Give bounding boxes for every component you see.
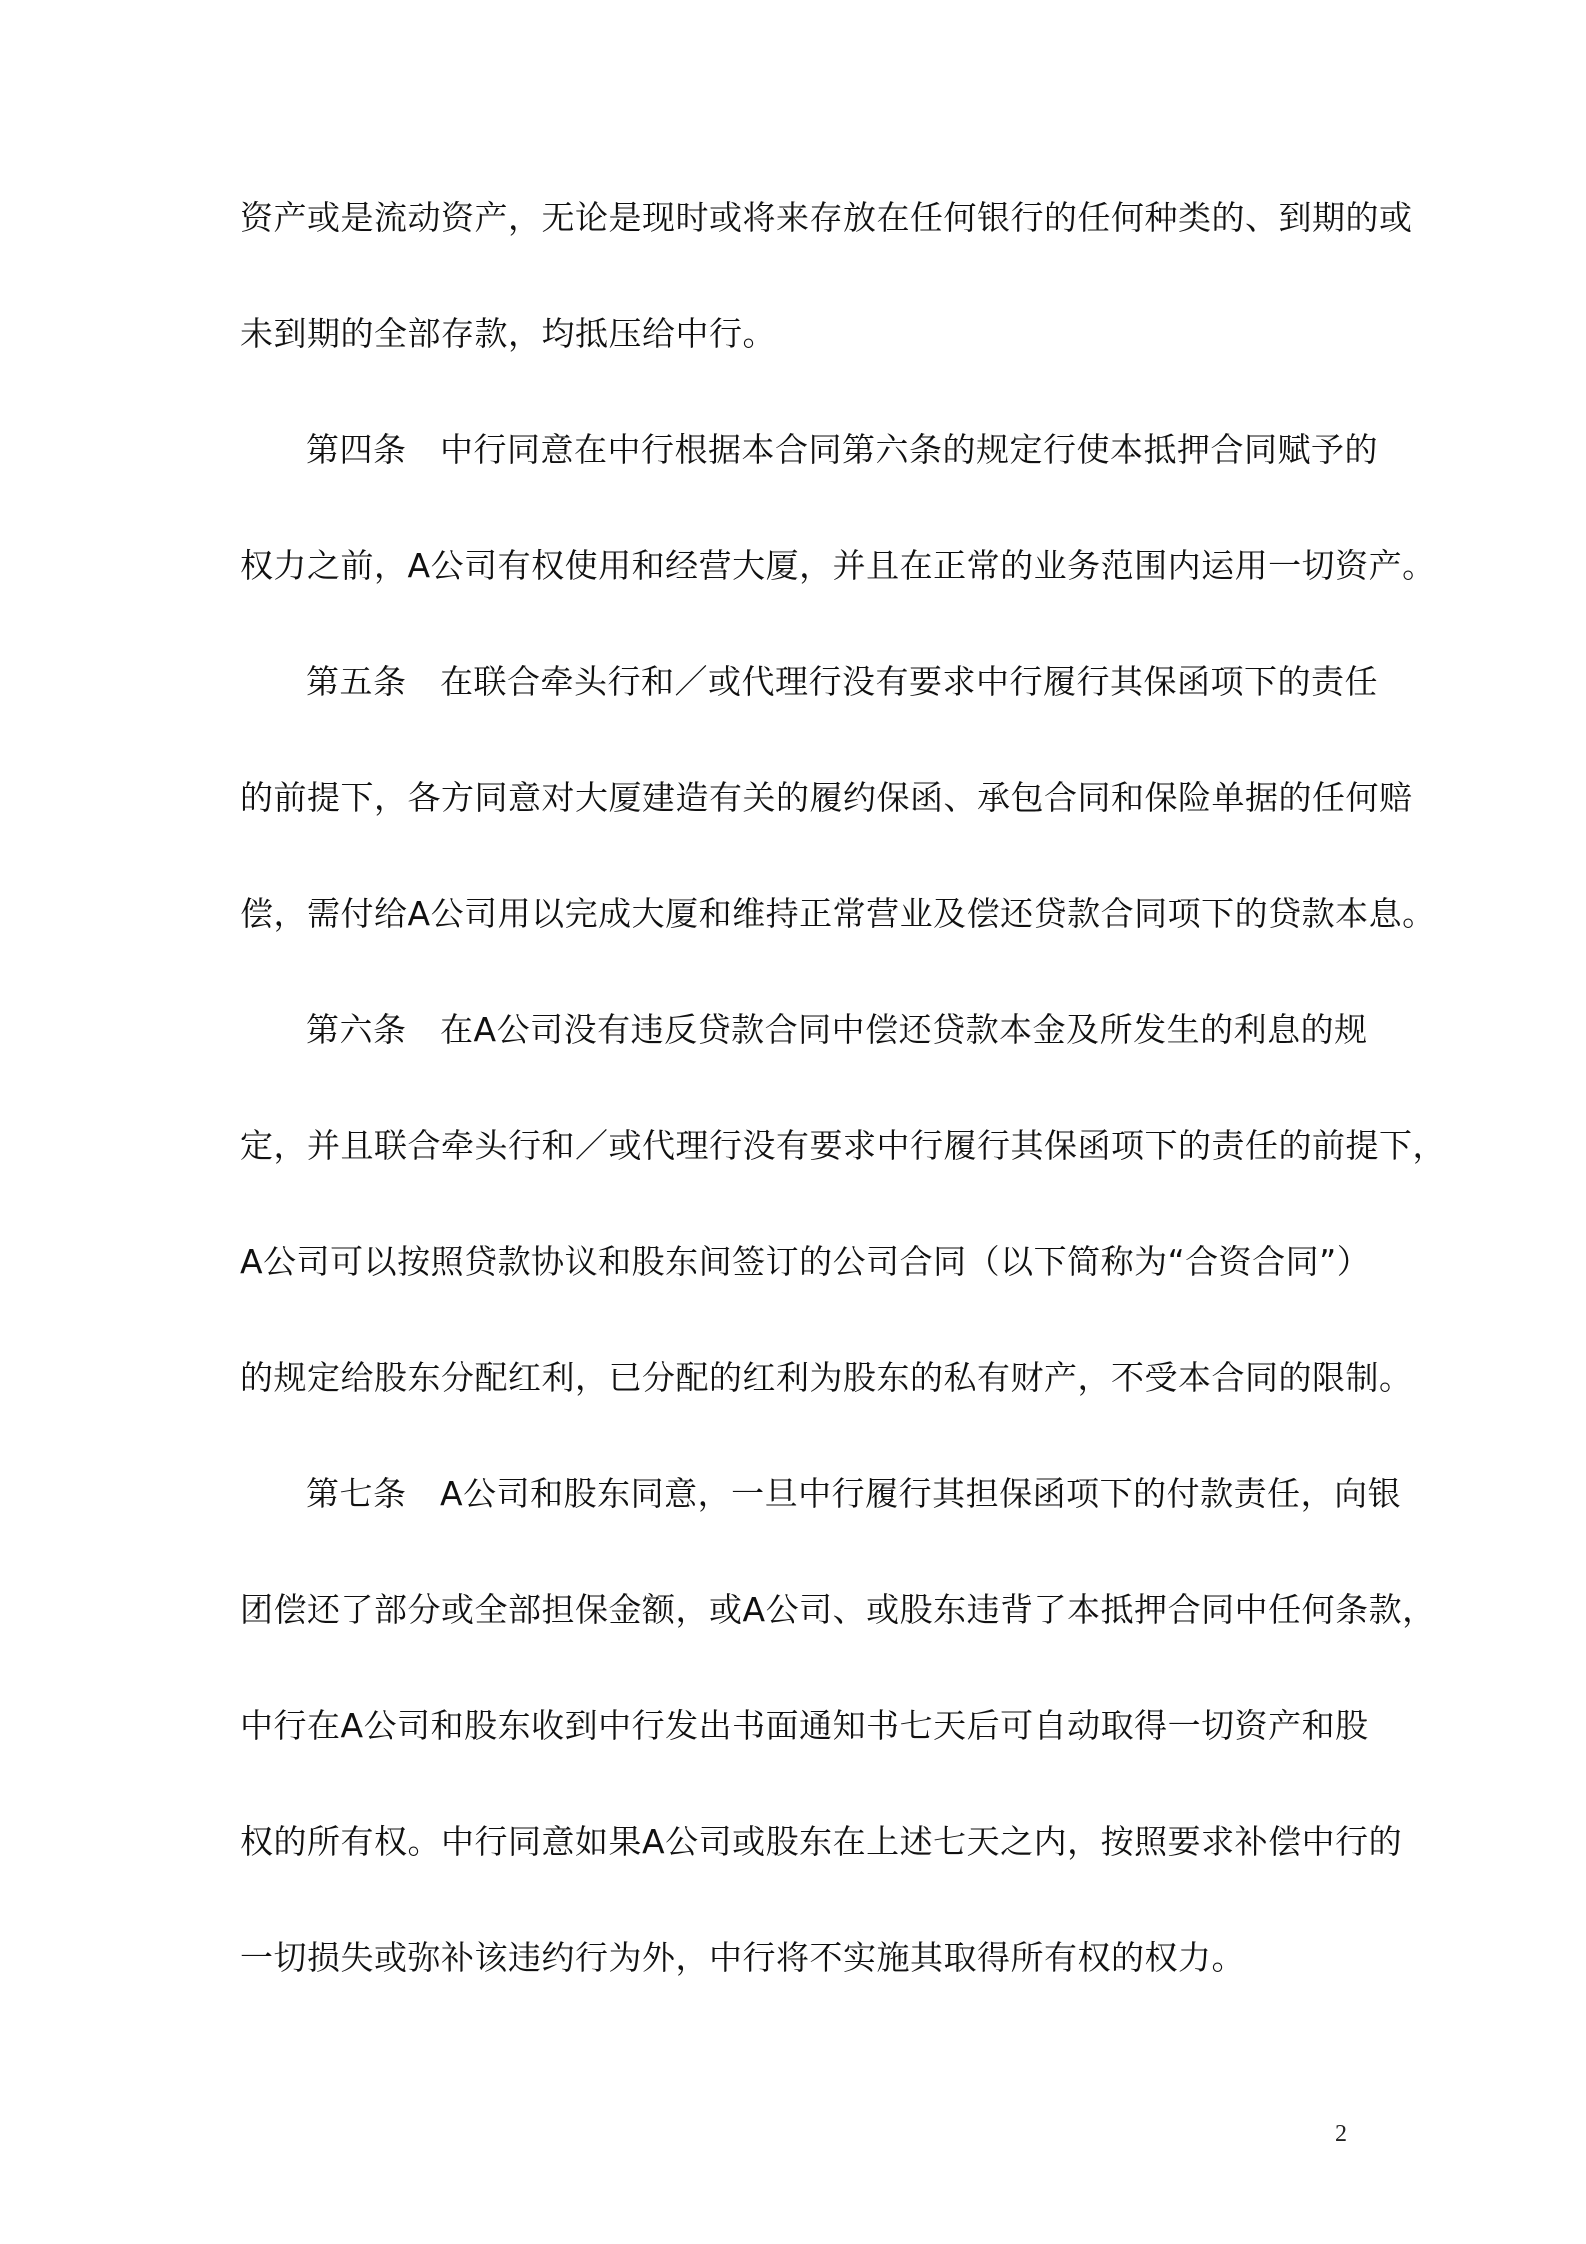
text-line: 的前提下，各方同意对大厦建造有关的履约保函、承包合同和保险单据的任何赔 [240,778,1413,817]
text-line: 团偿还了部分或全部担保金额，或A公司、或股东违背了本抵押合同中任何条款， [240,1590,1436,1629]
article-7-heading-line: 第七条 A公司和股东同意，一旦中行履行其担保函项下的付款责任，向银 [306,1474,1402,1513]
article-6-heading-line: 第六条 在A公司没有违反贷款合同中偿还贷款本金及所发生的利息的规 [306,1010,1368,1049]
text-line: 的规定给股东分配红利，已分配的红利为股东的私有财产，不受本合同的限制。 [240,1358,1413,1397]
text-line: 一切损失或弥补该违约行为外，中行将不实施其取得所有权的权力。 [240,1938,1245,1977]
text-line: 中行在A公司和股东收到中行发出书面通知书七天后可自动取得一切资产和股 [240,1706,1369,1745]
text-line: 资产或是流动资产，无论是现时或将来存放在任何银行的任何种类的、到期的或 [240,198,1413,237]
article-5-heading-line: 第五条 在联合牵头行和／或代理行没有要求中行履行其保函项下的责任 [306,662,1378,701]
text-line: 未到期的全部存款，均抵压给中行。 [240,314,776,353]
text-line: 权的所有权。中行同意如果A公司或股东在上述七天之内，按照要求补偿中行的 [240,1822,1403,1861]
text-line: 定，并且联合牵头行和／或代理行没有要求中行履行其保函项下的责任的前提下， [240,1126,1446,1165]
text-line: 偿，需付给A公司用以完成大厦和维持正常营业及偿还贷款合同项下的贷款本息。 [240,894,1436,933]
text-line: A公司可以按照贷款协议和股东间签订的公司合同（以下简称为“合资合同”） [240,1242,1371,1281]
text-line: 权力之前，A公司有权使用和经营大厦，并且在正常的业务范围内运用一切资产。 [240,546,1436,585]
article-4-heading-line: 第四条 中行同意在中行根据本合同第六条的规定行使本抵押合同赋予的 [306,430,1378,469]
page-number: 2 [1335,2121,1347,2147]
